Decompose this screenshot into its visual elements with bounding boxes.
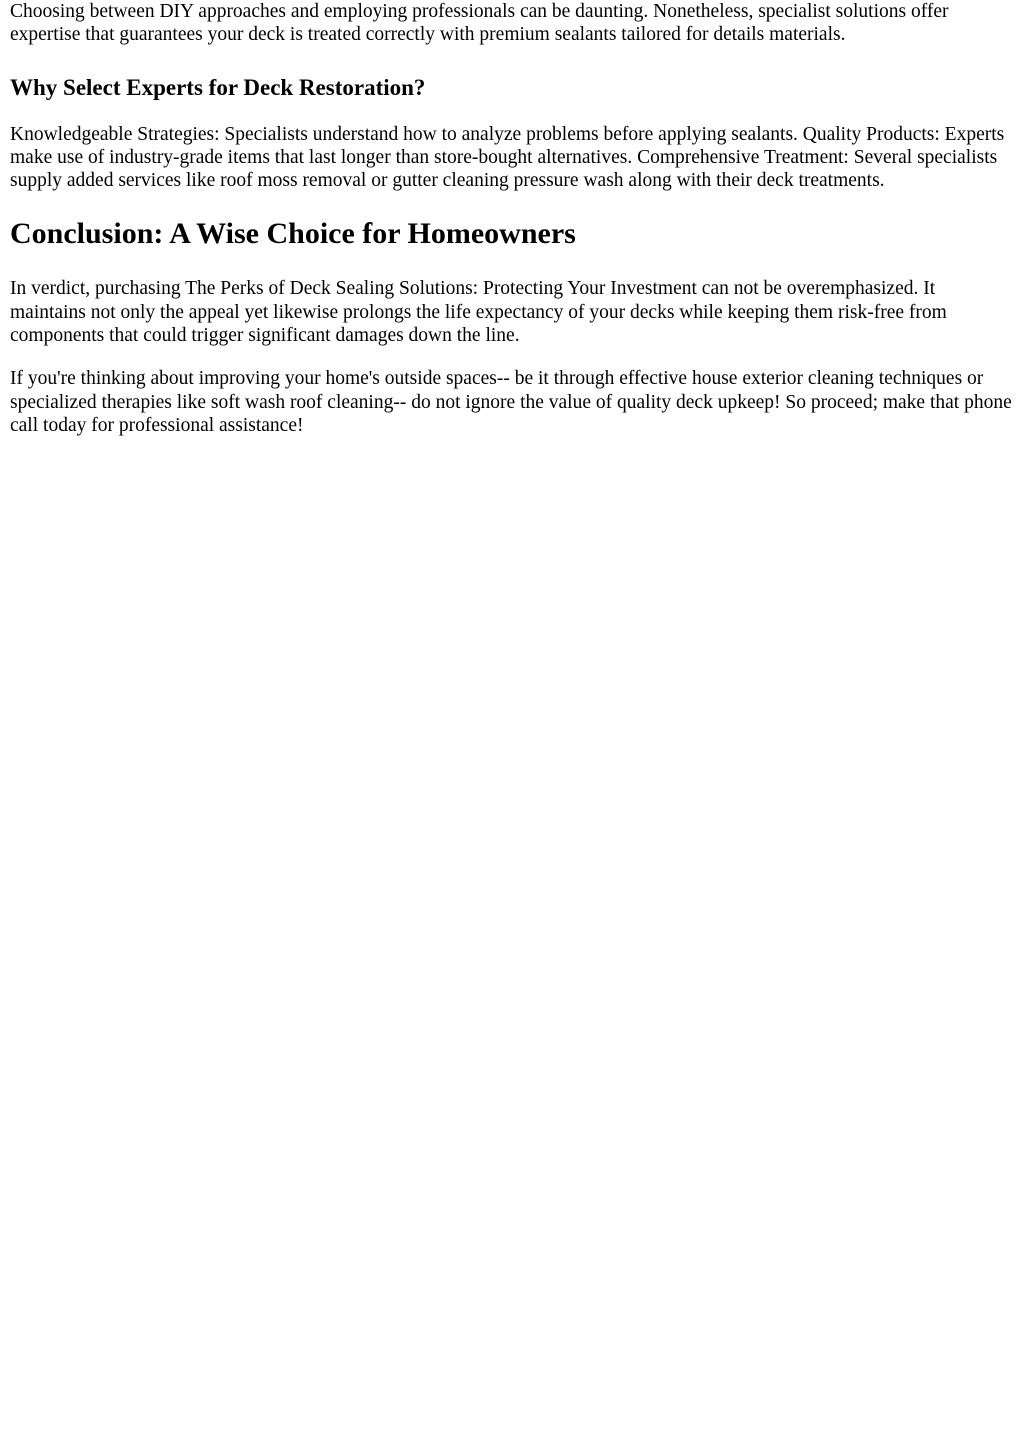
article-page bbox=[0, 0, 1024, 437]
section-heading: Why Select Experts for Deck Restoration? bbox=[10, 74, 426, 100]
intro-paragraph: Choosing between DIY approaches and employing professionals can be daunting. Nonetheless, specialist solutions offer expertise that guarantees your deck is treated correctly with premium sealants tailored for details materials. bbox=[10, 1, 949, 46]
conclusion-paragraph-1: In verdict, purchasing The Perks of Deck Sealing Solutions: Protecting Your Investment can not be overemphasized. It maintains not only the appeal yet likewise prolongs the life expectancy of your decks while keeping them risk-free from components that could trigger significant damages down the line. bbox=[10, 278, 947, 347]
conclusion-paragraph-2: If you're thinking about improving your home's outside spaces-- be it through effective house exterior cleaning techniques or specialized therapies like soft wash roof cleaning-- do not ignore the value of quality deck upkeep! So proceed; make that phone call today for professional assistance! bbox=[10, 368, 1012, 436]
conclusion-heading: Conclusion: A Wise Choice for Homeowners bbox=[10, 217, 576, 251]
experts-paragraph: Knowledgeable Strategies: Specialists understand how to analyze problems before applying sealants. Quality Products: Experts make use of industry-grade items that last longer than store-bought alternatives. Comprehensive Treatment: Several specialists supply added services like roof moss removal or gutter cleaning pressure wash along with their deck treatments. bbox=[10, 123, 1005, 192]
